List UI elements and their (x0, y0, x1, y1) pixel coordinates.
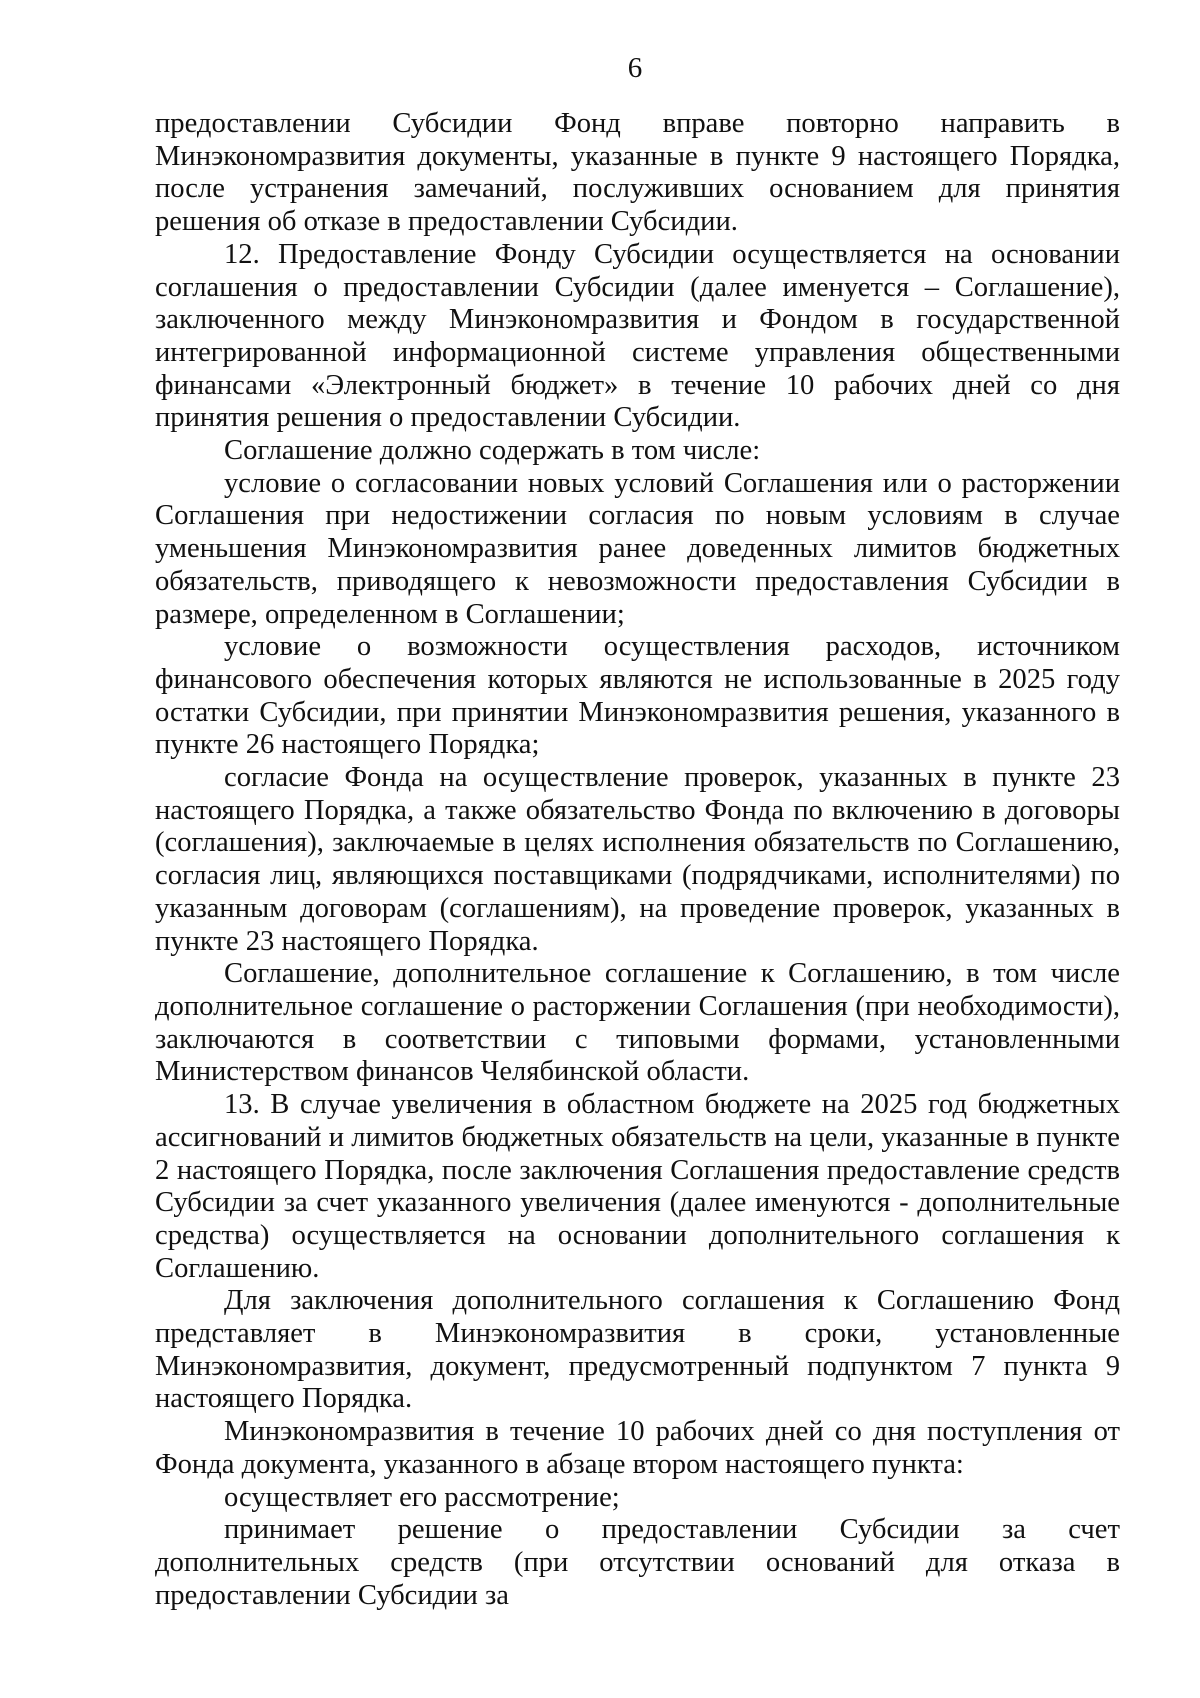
paragraph-additional-agreement: Для заключения дополнительного соглашения к Соглашению Фонд представляет в Минэкономразвития в сроки, установленные Минэкономразвития, документ, предусмотренный подпунктом 7 пункта 9 настоящего Порядка. (155, 1285, 1120, 1415)
paragraph-item-12: 12. Предоставление Фонду Субсидии осуществляется на основании соглашения о предоставлении Субсидии (далее именуется – Соглашение), заключенного между Минэкономразвития и Фондом в государственной интегрированной информационной системе управления общественными финансами «Электронный бюджет» в течение 10 рабочих дней со дня принятия решения о предоставлении Субсидии. (155, 238, 1120, 434)
paragraph-review: осуществляет его рассмотрение; (224, 1481, 620, 1513)
paragraph-consent-inspections: согласие Фонда на осуществление проверок, указанных в пункте 23 настоящего Порядка, а также обязательство Фонда по включению в договоры (соглашения), заключаемые в целях исполнения обязательств по Соглашению, согласия лиц, являющихся поставщиками (подрядчиками, исполнителями) по указанным договорам (соглашениям), на проведение проверок, указанных в пункте 23 настоящего Порядка. (155, 762, 1120, 957)
page-number: 6 (627, 52, 643, 84)
paragraph-item-13: 13. В случае увеличения в областном бюджете на 2025 год бюджетных ассигнований и лимитов бюджетных обязательств на цели, указанные в пункте 2 настоящего Порядка, после заключения Соглашения предоставление средств Субсидии за счет указанного увеличения (далее именуются - дополнительные средства) осуществляется на основании дополнительного соглашения к Соглашению. (155, 1089, 1120, 1284)
paragraph-review-period: Минэкономразвития в течение 10 рабочих дней со дня поступления от Фонда документа, указанного в абзаце втором настоящего пункта: (155, 1416, 1120, 1480)
document-body (155, 108, 1120, 1612)
paragraph-typical-forms: Соглашение, дополнительное соглашение к Соглашению, в том числе дополнительное соглашение о расторжении Соглашения (при необходимости), заключаются в соответствии с типовыми формами, установленными Министерством финансов Челябинской области. (155, 958, 1120, 1088)
paragraph-continuation: предоставлении Субсидии Фонд вправе повторно направить в Минэкономразвития документы, указанные в пункте 9 настоящего Порядка, после устранения замечаний, послуживших основанием для принятия решения об отказе в предоставлении Субсидии. (155, 108, 1120, 238)
paragraph-agreement-contents: Соглашение должно содержать в том числе: (224, 435, 761, 467)
paragraph-decision: принимает решение о предоставлении Субсидии за счет дополнительных средств (при отсутствии оснований для отказа в предоставлении Субсидии за (155, 1514, 1120, 1611)
paragraph-condition-new-terms: условие о согласовании новых условий Соглашения или о расторжении Соглашения при недостижении согласия по новым условиям в случае уменьшения Минэкономразвития ранее доведенных лимитов бюджетных обязательств, приводящего к невозможности предоставления Субсидии в размере, определенном в Соглашении; (155, 467, 1120, 630)
paragraph-condition-expenses: условие о возможности осуществления расходов, источником финансового обеспечения которых являются не использованные в 2025 году остатки Субсидии, при принятии Минэкономразвития решения, указанного в пункте 26 настоящего Порядка; (155, 631, 1120, 761)
